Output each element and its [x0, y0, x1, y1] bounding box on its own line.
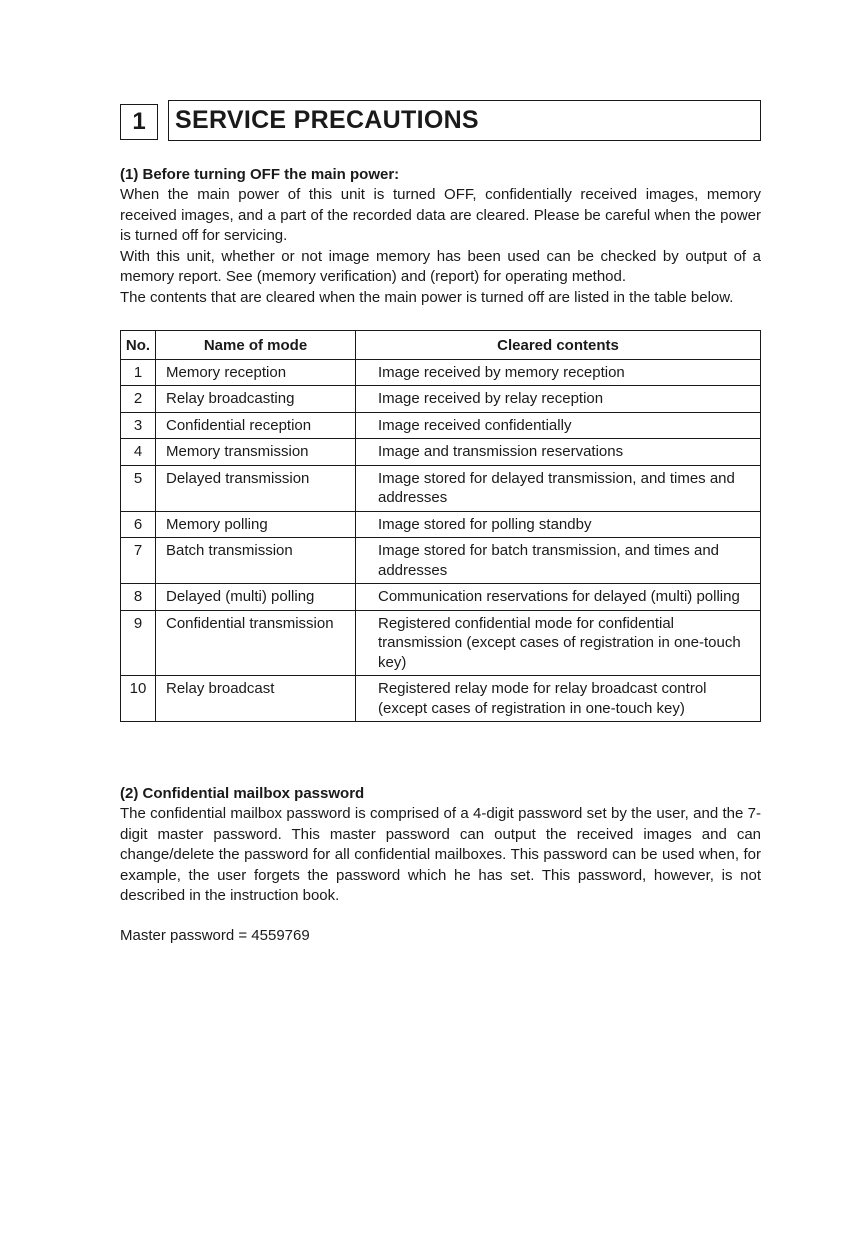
- table-row: [121, 412, 761, 439]
- row-content: Registered confidential mode for confidential transmission (except cases of registration in one-touch key): [356, 610, 761, 676]
- table-header-row: [121, 331, 761, 360]
- part2-paragraph: The confidential mailbox password is comprised of a 4-digit password set by the user, and the 7-digit master password. This master password can output the received images and can change/delete the password for all confidential mailboxes. This password can be used when, for example, the user forgets the password which he has set. This password, however, is not described in the instruction book.: [120, 805, 761, 904]
- table-row: [121, 439, 761, 466]
- row-content: Image and transmission reservations: [356, 439, 761, 466]
- column-header-content: Cleared contents: [356, 331, 761, 360]
- part1-paragraph-2: With this unit, whether or not image memory has been used can be checked by output of a memory report. See (memory verification) and (report) for operating method.: [120, 247, 761, 285]
- table-row: [121, 584, 761, 611]
- column-header-no: No.: [121, 331, 156, 360]
- row-mode: Memory reception: [156, 359, 356, 386]
- row-content: Registered relay mode for relay broadcast control (except cases of registration in one-touch key): [356, 676, 761, 722]
- row-number: 7: [121, 538, 156, 584]
- row-content: Image stored for polling standby: [356, 511, 761, 538]
- row-number: 10: [121, 676, 156, 722]
- cleared-contents-table: [120, 330, 761, 722]
- row-mode: Relay broadcasting: [156, 386, 356, 413]
- row-content: Image received confidentially: [356, 412, 761, 439]
- part1-heading: (1) Before turning OFF the main power:: [120, 166, 400, 183]
- section-title: SERVICE PRECAUTIONS: [168, 100, 761, 141]
- table-row: [121, 359, 761, 386]
- row-content: Image stored for delayed transmission, and times and addresses: [356, 465, 761, 511]
- row-mode: Confidential transmission: [156, 610, 356, 676]
- row-number: 2: [121, 386, 156, 413]
- spacer: [120, 722, 761, 784]
- row-content: Image received by memory reception: [356, 359, 761, 386]
- row-number: 4: [121, 439, 156, 466]
- row-content: Image stored for batch transmission, and times and addresses: [356, 538, 761, 584]
- row-mode: Confidential reception: [156, 412, 356, 439]
- part1-paragraph-1: When the main power of this unit is turned OFF, confidentially received images, memory received images, and a part of the recorded data are cleared. Please be careful when the power is turned off for servicing.: [120, 186, 761, 244]
- document-page: [120, 100, 761, 944]
- table-row: [121, 610, 761, 676]
- table-row: [121, 511, 761, 538]
- row-mode: Batch transmission: [156, 538, 356, 584]
- row-number: 8: [121, 584, 156, 611]
- table-row: [121, 386, 761, 413]
- column-header-mode: Name of mode: [156, 331, 356, 360]
- row-mode: Delayed transmission: [156, 465, 356, 511]
- table-row: [121, 538, 761, 584]
- section-number: 1: [120, 104, 158, 140]
- master-password: Master password = 4559769: [120, 926, 310, 944]
- row-mode: Relay broadcast: [156, 676, 356, 722]
- row-content: Image received by relay reception: [356, 386, 761, 413]
- row-mode: Memory transmission: [156, 439, 356, 466]
- row-mode: Delayed (multi) polling: [156, 584, 356, 611]
- part2-heading: (2) Confidential mailbox password: [120, 785, 365, 802]
- section-header: [120, 100, 761, 141]
- part1-paragraph-3: The contents that are cleared when the main power is turned off are listed in the table below.: [120, 288, 734, 306]
- row-number: 3: [121, 412, 156, 439]
- row-mode: Memory polling: [156, 511, 356, 538]
- row-number: 1: [121, 359, 156, 386]
- row-number: 6: [121, 511, 156, 538]
- row-number: 9: [121, 610, 156, 676]
- table-row: [121, 676, 761, 722]
- row-content: Communication reservations for delayed (multi) polling: [356, 584, 761, 611]
- row-number: 5: [121, 465, 156, 511]
- table-row: [121, 465, 761, 511]
